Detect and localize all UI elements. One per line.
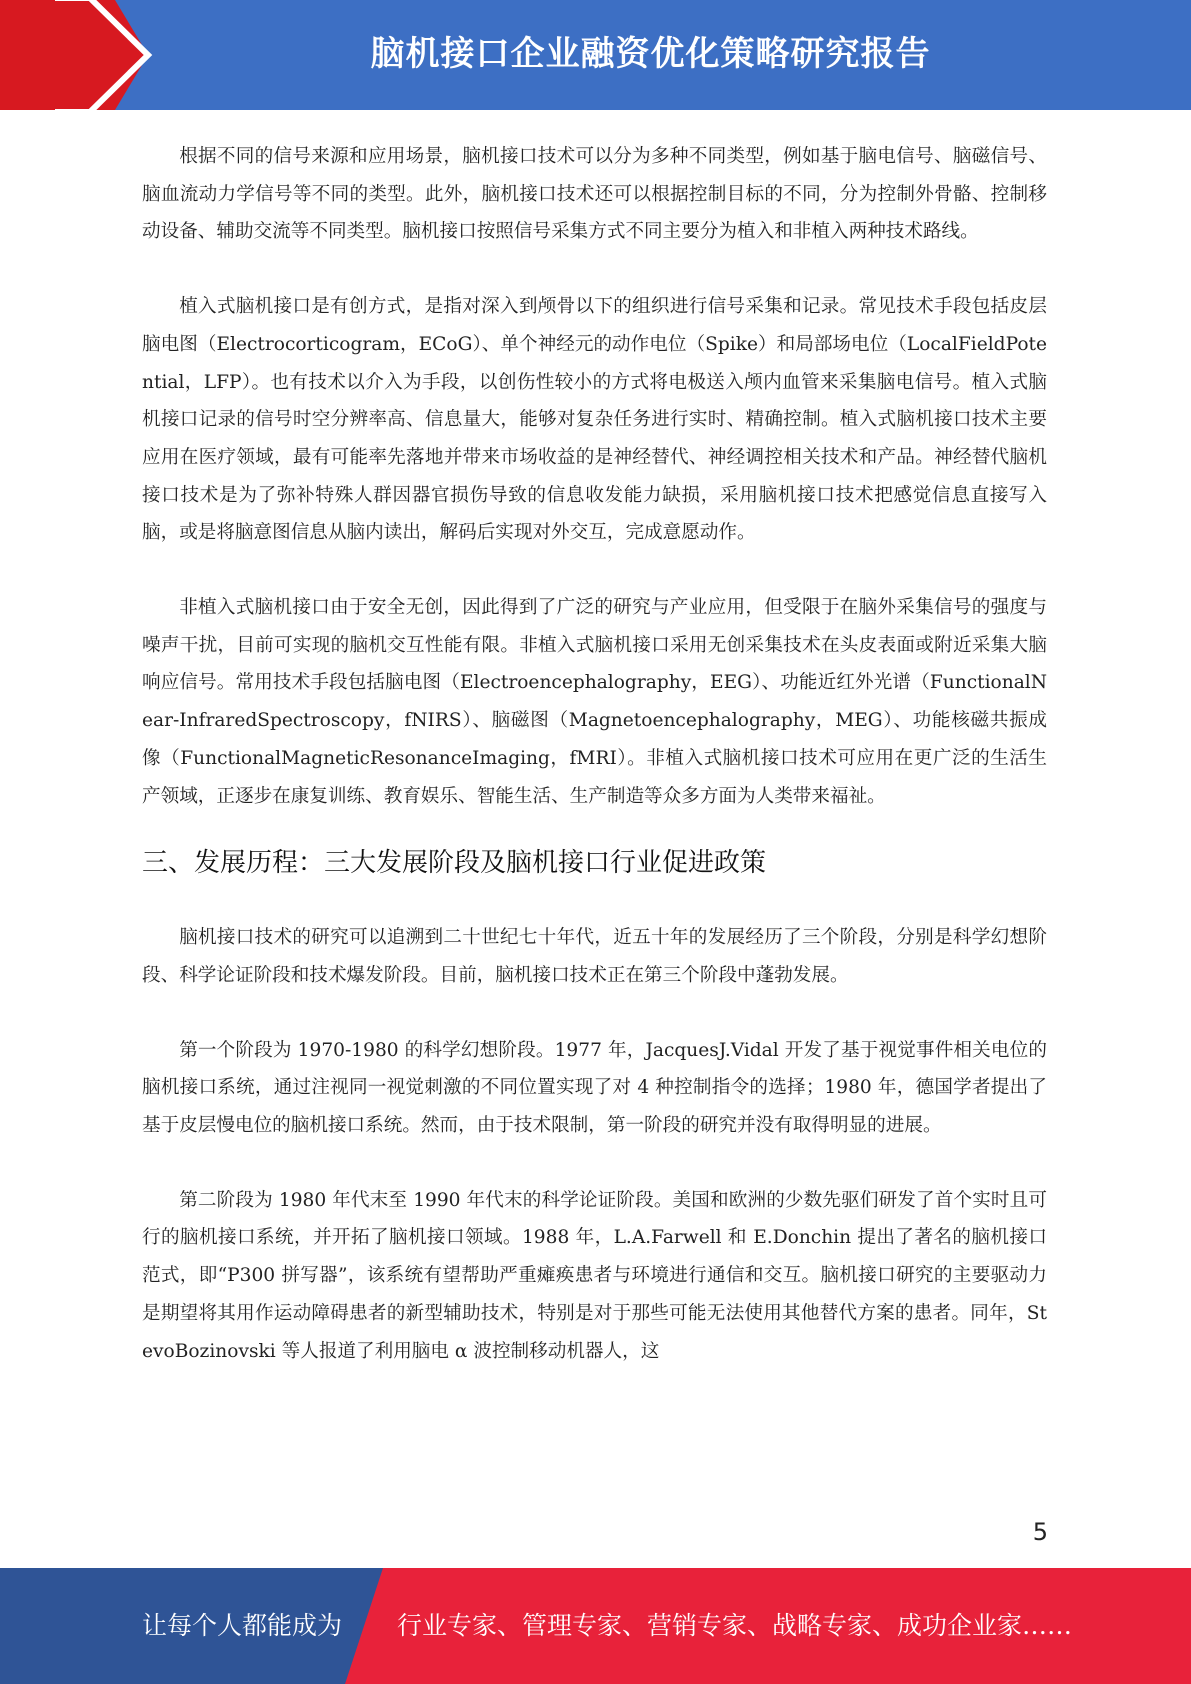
paragraph: 脑机接口技术的研究可以追溯到二十世纪七十年代，近五十年的发展经历了三个阶段，分别是科学幻想阶段、科学论证阶段和技术爆发阶段。目前，脑机接口技术正在第三个阶段中蓬勃发展。 [142, 927, 1047, 986]
paragraph: 第一个阶段为 1970-1980 的科学幻想阶段。1977 年，JacquesJ.Vidal 开发了基于视觉事件相关电位的脑机接口系统，通过注视同一视觉刺激的不同位置实现了对 4 种控制指令的选择；1980 年，德国学者提出了基于皮层慢电位的脑机接口系统。然而，由于技术限制，第一阶段的研究并没有取得明显的进展。 [142, 1039, 1047, 1137]
paragraph: 根据不同的信号来源和应用场景，脑机接口技术可以分为多种不同类型，例如基于脑电信号、脑磁信号、脑血流动力学信号等不同的类型。此外，脑机接口技术还可以根据控制目标的不同，分为控制外骨骼、控制移动设备、辅助交流等不同类型。脑机接口按照信号采集方式不同主要分为植入和非植入两种技术路线。 [142, 146, 1047, 243]
page-footer [0, 1568, 1191, 1684]
document-body [142, 138, 1047, 1370]
report-title: 脑机接口企业融资优化策略研究报告 [370, 34, 931, 74]
footer-slogan-left: 让每个人都能成为 [142, 1611, 343, 1640]
paragraph: 非植入式脑机接口由于安全无创，因此得到了广泛的研究与产业应用，但受限于在脑外采集信号的强度与噪声干扰，目前可实现的脑机交互性能有限。非植入式脑机接口采用无创采集技术在头皮表面或附近采集大脑响应信号。常用技术手段包括脑电图（Electroencephalography，EEG）、功能近红外光谱（FunctionalNear-InfraredSpectroscopy，fNIRS）、脑磁图（Magnetoencephalography，MEG）、功能核磁共振成像（FunctionalMagneticResonanceImaging，fMRI）。非植入式脑机接口技术可应用在更广泛的生活生产领域，正逐步在康复训练、教育娱乐、智能生活、生产制造等众多方面为人类带来福祉。 [142, 597, 1047, 807]
paragraph: 第二阶段为 1980 年代末至 1990 年代末的科学论证阶段。美国和欧洲的少数先驱们研发了首个实时且可行的脑机接口系统，并开拓了脑机接口领域。1988 年，L.A.Farwell 和 E.Donchin 提出了著名的脑机接口范式，即“P300 拼写器”，该系统有望帮助严重瘫痪患者与环境进行通信和交互。脑机接口研究的主要驱动力是期望将其用作运动障碍患者的新型辅助技术，特别是对于那些可能无法使用其他替代方案的患者。同年，StevoBozinovski 等人报道了利用脑电 α 波控制移动机器人，这 [142, 1189, 1047, 1362]
page-number: 5 [1032, 1518, 1048, 1546]
section-heading: 三、发展历程：三大发展阶段及脑机接口行业促进政策 [142, 848, 767, 879]
paragraph: 植入式脑机接口是有创方式，是指对深入到颅骨以下的组织进行信号采集和记录。常见技术手段包括皮层脑电图（Electrocorticogram，ECoG）、单个神经元的动作电位（Spike）和局部场电位（LocalFieldPotential，LFP）。也有技术以介入为手段，以创伤性较小的方式将电极送入颅内血管来采集脑电信号。植入式脑机接口记录的信号时空分辨率高、信息量大，能够对复杂任务进行实时、精确控制。植入式脑机接口技术主要应用在医疗领域，最有可能率先落地并带来市场收益的是神经替代、神经调控相关技术和产品。神经替代脑机接口技术是为了弥补特殊人群因器官损伤导致的信息收发能力缺损，采用脑机接口技术把感觉信息直接写入脑，或是将脑意图信息从脑内读出，解码后实现对外交互，完成意愿动作。 [142, 296, 1047, 544]
page-header [0, 0, 1191, 110]
footer-slogan-right: 行业专家、管理专家、营销专家、战略专家、成功企业家…… [397, 1611, 1073, 1640]
